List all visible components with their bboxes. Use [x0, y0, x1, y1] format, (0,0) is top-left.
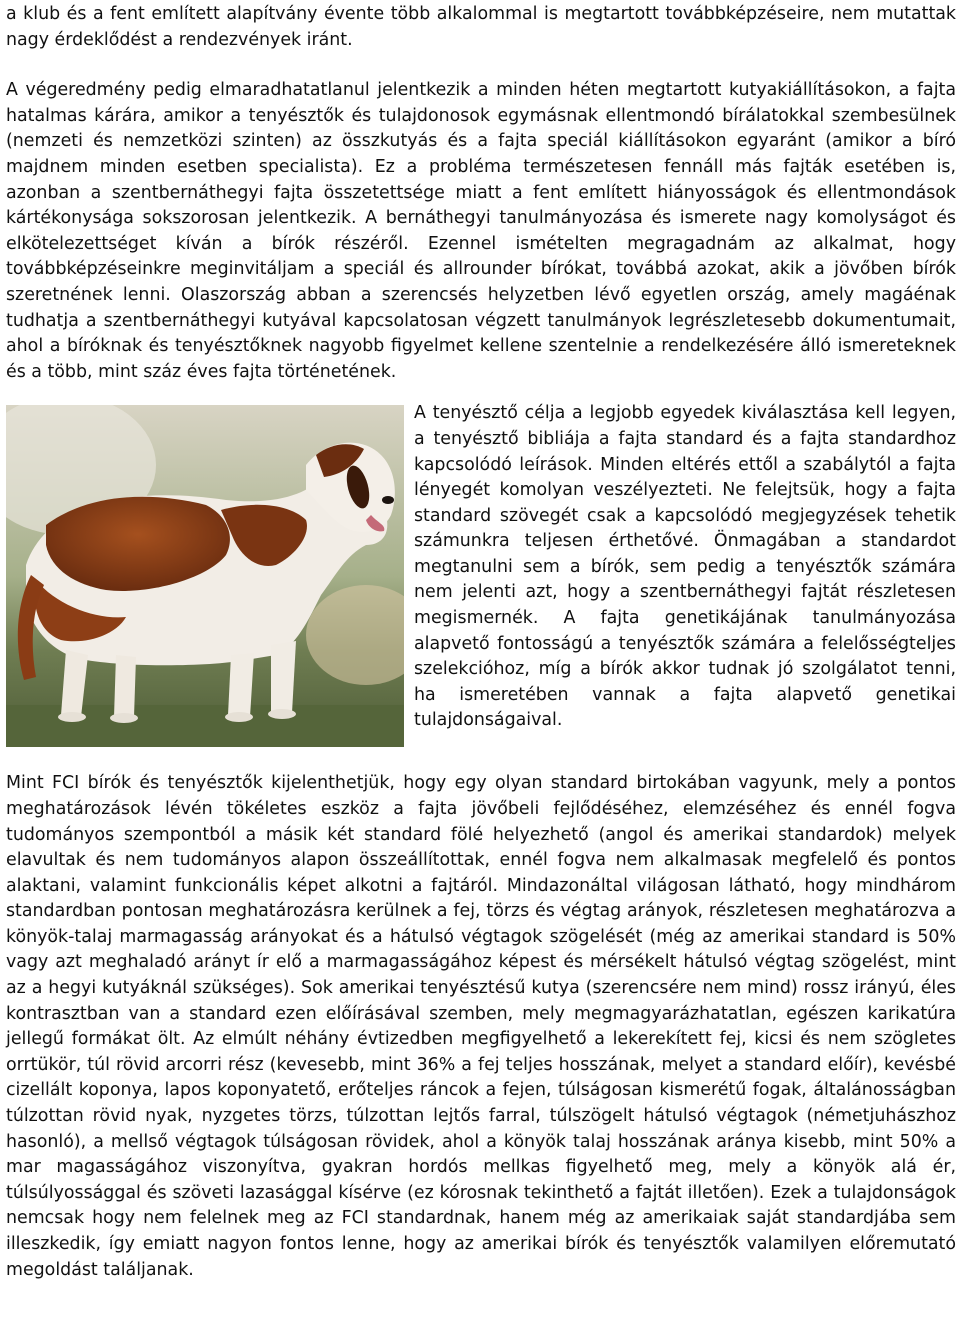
document-page: [6, 0, 956, 1283]
paragraph-gap: [6, 385, 956, 401]
paragraph-3: A tenyésztő célja a legjobb egyedek kiválasztása kell legyen, a tenyésztő bibliája a fajta standard és a fajta standardhoz kapcsolódó leírások. Minden eltérés ettől a szabálytól a fajta lényegét komolyan veszélyezteti. Ne felejtsük, hogy a fajta standard szövegét csak a kapcsolódó megjegyzések tehetik számunkra teljesen érthetővé. Önmagában a standardot megtanulni sem a bírók, sem pedig a tenyésztők számára nem jelenti azt, hogy a szentbernáthegyi fajtát részletesen megismernék. A fajta genetikájának tanulmányozása alapvető fontosságú a tenyésztők számára a felelősségteljes szelekcióhoz, míg a bírók akkor tudnak jó szolgálatot tenni, ha ismeretében vannak a fajta alapvető genetikai tulajdonságaival.: [414, 403, 956, 731]
paragraph-1: a klub és a fent említett alapítvány évente több alkalommal is megtartott továbbképzéseire, nem mutattak nagy érdeklődést a rendezvények iránt.: [6, 4, 956, 50]
paragraph-gap: [6, 53, 956, 78]
paragraph-2: A végeredmény pedig elmaradhatatlanul jelentkezik a minden héten megtartott kutyakiállításokon, a fajta hatalmas kárára, amikor a tenyésztők és tulajdonosok egymásnak ellentmondó bírálatokkal szembesülnek (nemzeti és nemzetközi szinten) az összkutyás és a fajta speciál kiállításokon egyaránt (amikor a bíró majdnem minden esetben specialista). Ez a probléma természetesen fennáll más fajták esetében is, azonban a szentbernáthegyi fajta összetettsége miatt a fent említett hiányosságok és ellentmondások kártékonysága sokszorosan jelentkezik. A bernáthegyi tanulmányozása és ismerete nagy komolyságot és elkötelezettséget kíván a bírók részéről. Ezennel ismételten megragadnám az alkalmat, hogy továbbképzéseinkre meginvitáljam a speciál és allrounder bírókat, továbbá azokat, akik a jövőben bírók szeretnének lenni. Olaszország abban a szerencsés helyzetben lévő egyetlen ország, amely magáénak tudhatja a szentbernáthegyi kutyával kapcsolatosan végzett tanulmányok legrészletesebb dokumentumait, ahol a bíróknak és tenyésztőknek nagyobb figyelmet kellene szentelnie a rendelkezésére álló ismereteknek és a több, mint száz éves fajta történetének.: [6, 80, 956, 382]
wrap-paragraph-container: [6, 78, 956, 385]
paragraph-gap: [6, 747, 956, 771]
figure-block: [6, 401, 956, 747]
paragraph-4: Mint FCI bírók és tenyésztők kijelenthetjük, hogy egy olyan standard birtokában vagyunk, mely a pontos meghatározások lévén tökéletes eszköz a fajta jövőbeli fejlődéséhez, elemzéséhez és ennél fogva tudományos szempontból a másik két standard fölé helyezhető (angol és amerikai standardok) melyek elavultak és nem tudományos alapon összeállítottak, ennél fogva nem alkalmasak megfelelő és pontos alaktani, valamint funkcionális képet alkotni a fajtáról. Mindazonáltal világosan látható, hogy mindhárom standardban pontosan meghatározásra kerülnek a fej, törzs és végtag arányok, részletesen meghatározva a könyök-talaj marmagasság arányokat és a hátulsó végtagok szögelését (még az amerikai standard is 50% vagy azt meghaladó arányt ír elő a marmagasságához képest és mérsékelt hátulsó végtag szögelést, mint az a hegyi kutyáknál szükséges). Sok amerikai tenyésztésű kutya (szerencsére nem mind) rossz irányú, éles kontrasztban van a standard ezen előírásával szemben, mely megmagyarázhatatlan, egészen karikatúra jellegű formákat ölt. Az elmúlt néhány évtizedben megfigyelhető a lekerekített fej, kicsi és nem szögletes orrtükör, túl rövid arcorri rész (kevesebb, mint 36% a fej teljes hosszának, melyet a standard előír), kevésbé cizellált koponya, lapos koponyatető, erőteljes ráncok a fejen, túlságosan kismerétű fogak, általánosságban túlzottan rövid nyak, nyzgetes törzs, túlzottan lejtős farral, túlszögelt hátulsó végtagok (németjuhászhoz hasonló), a mellső végtagok túlságosan rövidek, ahol a könyök talaj hosszának aránya kisebb, mint 50% a mar magasságához viszonyítva, gyakran hordós mellkas figyelhető meg, mely a könyök alá ér, túlsúlyossággal és szöveti lazasággal kísérve (ez kórosnak tekinthető a fajtát illetően). Ezek a tulajdonságok nemcsak hogy nem felelnek meg az FCI standardnak, hanem még az amerikaiak saját standardjába sem illeszkedik, így emiatt nagyon fontos lenne, hogy az amerikai bírók és tenyésztők valamilyen előremutató megoldást találjanak.: [6, 773, 956, 1280]
saint-bernard-dog-photo: [6, 405, 404, 747]
